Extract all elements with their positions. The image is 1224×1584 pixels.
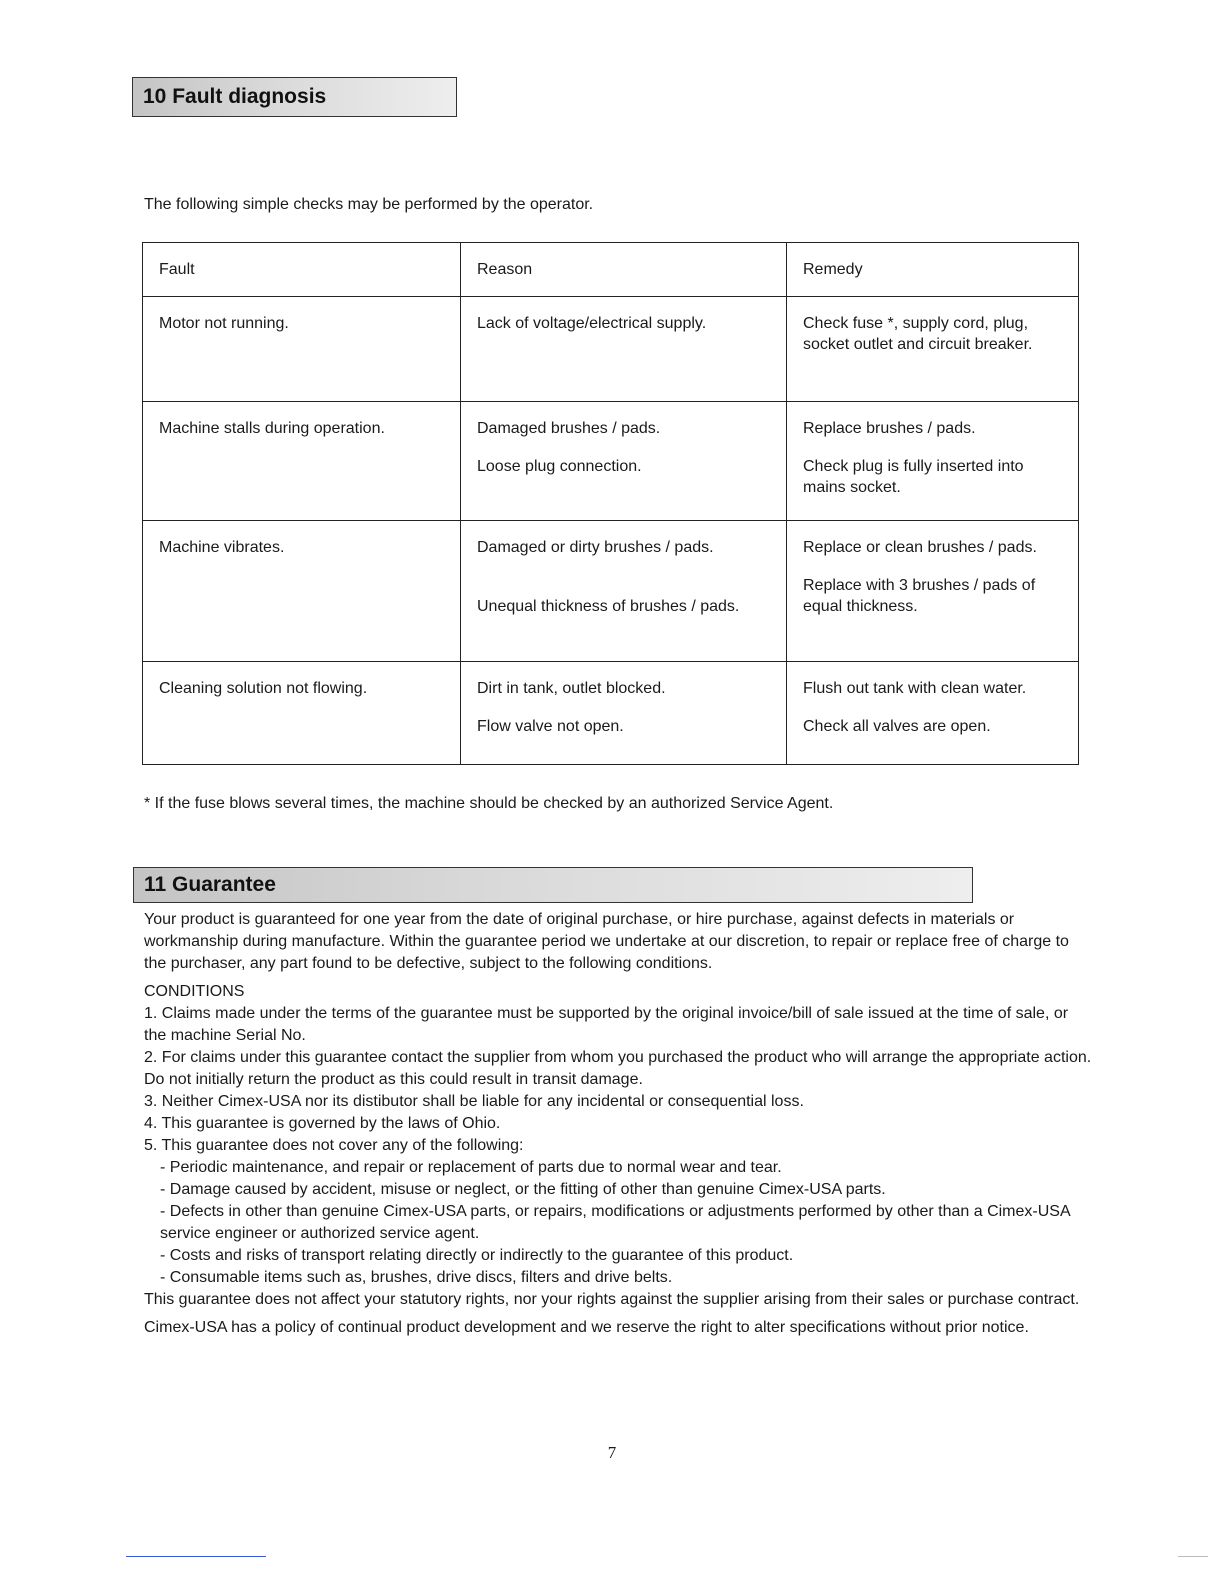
fault-cell: Cleaning solution not flowing.	[143, 662, 461, 765]
fault-cell: Motor not running.	[143, 297, 461, 402]
remedy-cell: Replace or clean brushes / pads. Replace with 3 brushes / pads of equal thickness.	[787, 521, 1079, 662]
condition-item: 3. Neither Cimex-USA nor its distibutor shall be liable for any incidental or consequential loss.	[144, 1093, 804, 1110]
fuse-footnote: * If the fuse blows several times, the machine should be checked by an authorized Service Agent.	[144, 795, 834, 812]
table-row	[143, 662, 1079, 765]
scan-artifact-line	[126, 1556, 266, 1557]
page-number: 7	[607, 1443, 617, 1462]
guarantee-body	[144, 909, 1094, 1339]
table-row	[143, 402, 1079, 521]
fault-cell: Machine vibrates.	[143, 521, 461, 662]
reason-cell: Lack of voltage/electrical supply.	[461, 297, 787, 402]
reason-cell: Dirt in tank, outlet blocked. Flow valve not open.	[461, 662, 787, 765]
conditions-label: CONDITIONS	[144, 983, 245, 1000]
exclusion-item: - Damage caused by accident, misuse or neglect, or the fitting of other than genuine Cimex-USA parts.	[160, 1181, 886, 1198]
fault-diagnosis-table	[142, 242, 1079, 765]
condition-item: 1. Claims made under the terms of the guarantee must be supported by the original invoice/bill of sale issued at the time of sale, or the machine Serial No.	[144, 1005, 1069, 1044]
condition-item: 5. This guarantee does not cover any of the following:	[144, 1137, 524, 1154]
section-11-heading: 11 Guarantee	[133, 867, 973, 903]
statutory-rights-text: This guarantee does not affect your statutory rights, nor your rights against the supplier arising from their sales or purchase contract.	[144, 1291, 1080, 1308]
fault-cell: Machine stalls during operation.	[143, 402, 461, 521]
exclusion-item: - Consumable items such as, brushes, drive discs, filters and drive belts.	[160, 1269, 673, 1286]
condition-item: 4. This guarantee is governed by the laws of Ohio.	[144, 1115, 501, 1132]
header-fault: Fault	[143, 243, 461, 297]
remedy-cell: Check fuse *, supply cord, plug, socket outlet and circuit breaker.	[787, 297, 1079, 402]
scan-artifact-line	[1178, 1556, 1208, 1557]
exclusion-item: - Costs and risks of transport relating directly or indirectly to the guarantee of this product.	[160, 1247, 794, 1264]
remedy-cell: Replace brushes / pads. Check plug is fully inserted into mains socket.	[787, 402, 1079, 521]
exclusion-item: - Defects in other than genuine Cimex-USA parts, or repairs, modifications or adjustments performed by other than a Cimex-USA service engineer or authorized service agent.	[160, 1203, 1070, 1242]
section-10-heading: 10 Fault diagnosis	[132, 77, 457, 117]
header-remedy: Remedy	[787, 243, 1079, 297]
remedy-cell: Flush out tank with clean water. Check all valves are open.	[787, 662, 1079, 765]
condition-item: 2. For claims under this guarantee contact the supplier from whom you purchased the product who will arrange the appropriate action. Do not initially return the product as this could result in transit damage.	[144, 1049, 1092, 1088]
reason-cell: Damaged or dirty brushes / pads. Unequal thickness of brushes / pads.	[461, 521, 787, 662]
header-reason: Reason	[461, 243, 787, 297]
table-row	[143, 297, 1079, 402]
reason-cell: Damaged brushes / pads. Loose plug connection.	[461, 402, 787, 521]
fault-intro-text: The following simple checks may be performed by the operator.	[144, 196, 594, 213]
exclusion-item: - Periodic maintenance, and repair or replacement of parts due to normal wear and tear.	[160, 1159, 782, 1176]
policy-text: Cimex-USA has a policy of continual product development and we reserve the right to alter specifications without prior notice.	[144, 1319, 1029, 1336]
guarantee-intro: Your product is guaranteed for one year from the date of original purchase, or hire purchase, against defects in materials or workmanship during manufacture. Within the guarantee period we undertake at our discretion, to repair or replace free of charge to the purchaser, any part found to be defective, subject to the following conditions.	[144, 911, 1069, 972]
table-row	[143, 521, 1079, 662]
table-header-row	[143, 243, 1079, 297]
